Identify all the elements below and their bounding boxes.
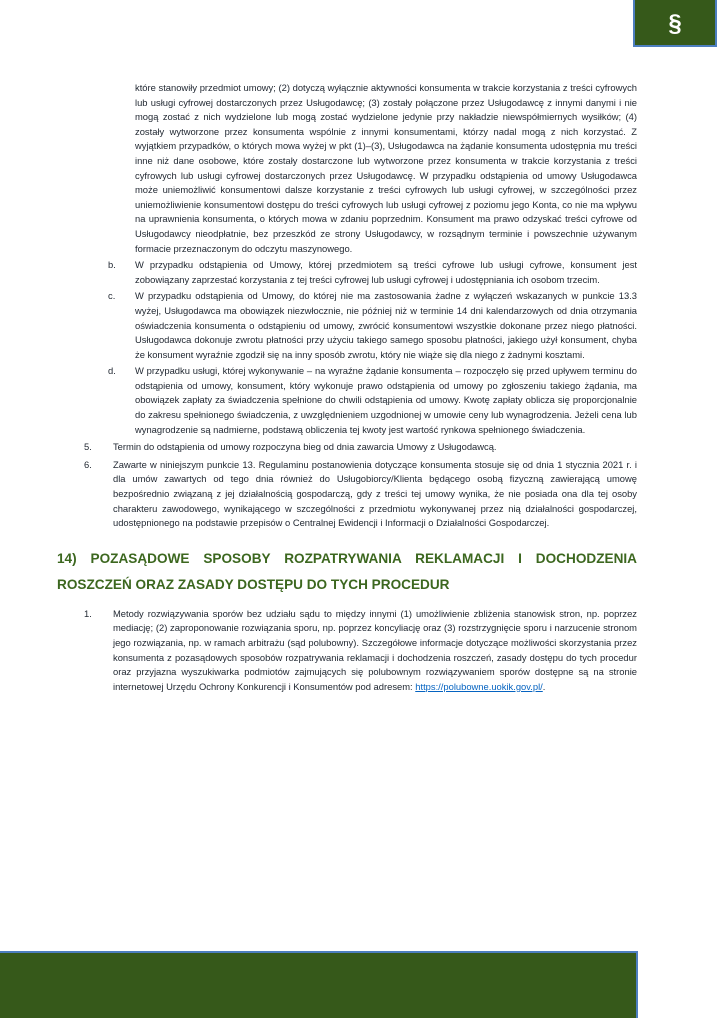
list-item-text: Termin do odstąpienia od umowy rozpoczyna bieg od dnia zawarcia Umowy z Usługodawcą. — [113, 441, 497, 453]
list-item-text: W przypadku odstąpienia od Umowy, której przedmiotem są treści cyfrowe lub usługi cyfrowe, konsument jest zobowiązany zaprzestać korzystania z tej treści cyfrowej lub usługi cyfrowej i udostępniania ich osobom trzecim. — [135, 259, 637, 285]
section-symbol-badge — [633, 0, 717, 47]
list-item-text: W przypadku usługi, której wykonywanie – na wyraźne żądanie konsumenta – rozpoczęło się przed upływem terminu do odstąpienia od umowy, konsument, który wykonuje prawo odstąpienia od umowy po zgłoszeniu takiego żądania, ma obowiązek zapłaty za świadczenia spełnione do chwili odstąpienia od umowy. Kwotę zapłaty oblicza się proporcjonalnie do zakresu spełnionego świadczenia, z uwzględnieniem uzgodnionej w umowie ceny lub wynagrodzenia. Jeżeli cena lub wynagrodzenie są nadmierne, podstawą obliczenia tej kwoty jest wartość rynkowa spełnionego świadczenia. — [135, 365, 637, 435]
list-item-c — [57, 289, 637, 362]
list-item-a-continuation — [57, 81, 637, 256]
list-item-text-before-link: Metody rozwiązywania sporów bez udziału sądu to między innymi (1) umożliwienie zbliżenia stanowisk stron, np. poprzez mediację; (2) zaproponowanie rozwiązania sporu, np. poprzez koncyliację oraz (3) rozstrzygnięcie sporu i narzucenie stronom jego rozwiązania, np. w ramach arbitrażu (sąd polubowny). Szczegółowe informacje dotyczące możliwości skorzystania przez konsumenta z pozasądowych sposobów rozpatrywania reklamacji i dochodzenia roszczeń, zasady dostępu do tych procedur oraz przyjazna wyszukiwarka podmiotów zajmujących się polubownym rozwiązywaniem sporów dostępne są na stronie internetowej Urzędu Ochrony Konkurencji i Konsumentów pod adresem: — [113, 607, 637, 692]
section-heading-line2: ROSZCZEŃ ORAZ ZASADY DOSTĘPU DO TYCH PROCEDUR — [57, 576, 450, 592]
list-item-label: d. — [108, 365, 116, 377]
list-item-text: które stanowiły przedmiot umowy; (2) dotyczą wyłącznie aktywności konsumenta w trakcie korzystania z treści cyfrowych lub usługi cyfrowej dostarczonych przez Usługodawcę; (3) zostały połączone przez Usługodawcę z innymi danymi i nie mogą zostać z nich wydzielone lub mogą zostać wydzielone jedynie przy nakładzie niewspółmiernych wysiłków; (4) zostały wytworzone przez konsumenta wspólnie z innymi konsumentami, którzy nadal mogą z nich korzystać. Z wyjątkiem przypadków, o których mowa wyżej w pkt (1)–(3), Usługodawca na żądanie konsumenta udostępnia mu treści inne niż dane osobowe, które zostały dostarczone lub wytworzone przez konsumenta w trakcie korzystania z treści cyfrowych lub usługi cyfrowej dostarczonych przez Usługodawcę. W przypadku odstąpienia od umowy Usługodawca może uniemożliwić konsumentowi dalsze korzystanie z treści cyfrowych lub usługi cyfrowej, w szczególności przez uniemożliwienie konsumentowi dostępu do treści cyfrowych lub usługi cyfrowej z poziomu jego Konta, co nie ma wpływu na uprawnienia konsumenta, o których mowa w zdaniu poprzednim. Konsument ma prawo odzyskać treści cyfrowe od Usługodawcy nieodpłatnie, bez przeszkód ze strony Usługodawcy, w rozsądnym terminie i powszechnie używanym formacie przeznaczonym do odczytu maszynowego. — [135, 82, 637, 254]
list-item-label: b. — [108, 259, 116, 271]
uokik-polubowne-link[interactable]: https://polubowne.uokik.gov.pl/ — [415, 680, 543, 692]
list-item-label: c. — [108, 290, 116, 302]
section-14-heading — [57, 546, 637, 598]
list-item-1 — [57, 607, 637, 695]
list-item-label: 6. — [84, 458, 92, 470]
list-item-text: Zawarte w niniejszym punkcie 13. Regulaminu postanowienia dotyczące konsumenta stosuje się od dnia 1 stycznia 2021 r. i dla umów zawartych od tego dnia również do Usługobiorcy/Klienta będącego osobą fizyczną zawierającą umowę bezpośrednio związaną z jej działalnością gospodarczą, gdy z treści tej umowy wynika, że nie posiada ona dla tej osoby charakteru zawodowego, wynikającego w szczególności z przedmiotu wykonywanej przez nią działalności gospodarczej, udostępnionego na podstawie przepisów o Centralnej Ewidencji i Informacji o Działalności Gospodarczej. — [113, 458, 637, 529]
list-item-6 — [57, 458, 637, 531]
list-item-b — [57, 258, 637, 287]
list-item-label: 1. — [84, 607, 92, 619]
list-item-text — [113, 607, 637, 695]
footer-bar — [0, 951, 638, 1018]
list-item-5 — [57, 440, 637, 455]
paragraph-section-icon: § — [668, 9, 682, 37]
list-item-d — [57, 364, 637, 437]
link-suffix-period: . — [542, 680, 546, 692]
list-item-label: 5. — [84, 441, 92, 453]
section-heading-line1: 14) POZASĄDOWE SPOSOBY ROZPATRYWANIA REKLAMACJI I DOCHODZENIA — [57, 550, 637, 566]
document-content — [57, 79, 637, 694]
list-item-text: W przypadku odstąpienia od Umowy, do której nie ma zastosowania żadne z wyłączeń wskazanych w punkcie 13.3 wyżej, Usługodawca ma obowiązek niezwłocznie, nie później niż w terminie 14 dni kalendarzowych od dnia otrzymania oświadczenia konsumenta o odstąpieniu od umowy, zwrócić konsumentowi wszystkie dokonane przez niego płatności. Usługodawca dokonuje zwrotu płatności przy użyciu takiego samego sposobu płatności, jakiego użył konsument, chyba że konsument wyraźnie zgodził się na inny sposób zwrotu, który nie wiąże się dla niego z żadnymi kosztami. — [135, 290, 637, 360]
